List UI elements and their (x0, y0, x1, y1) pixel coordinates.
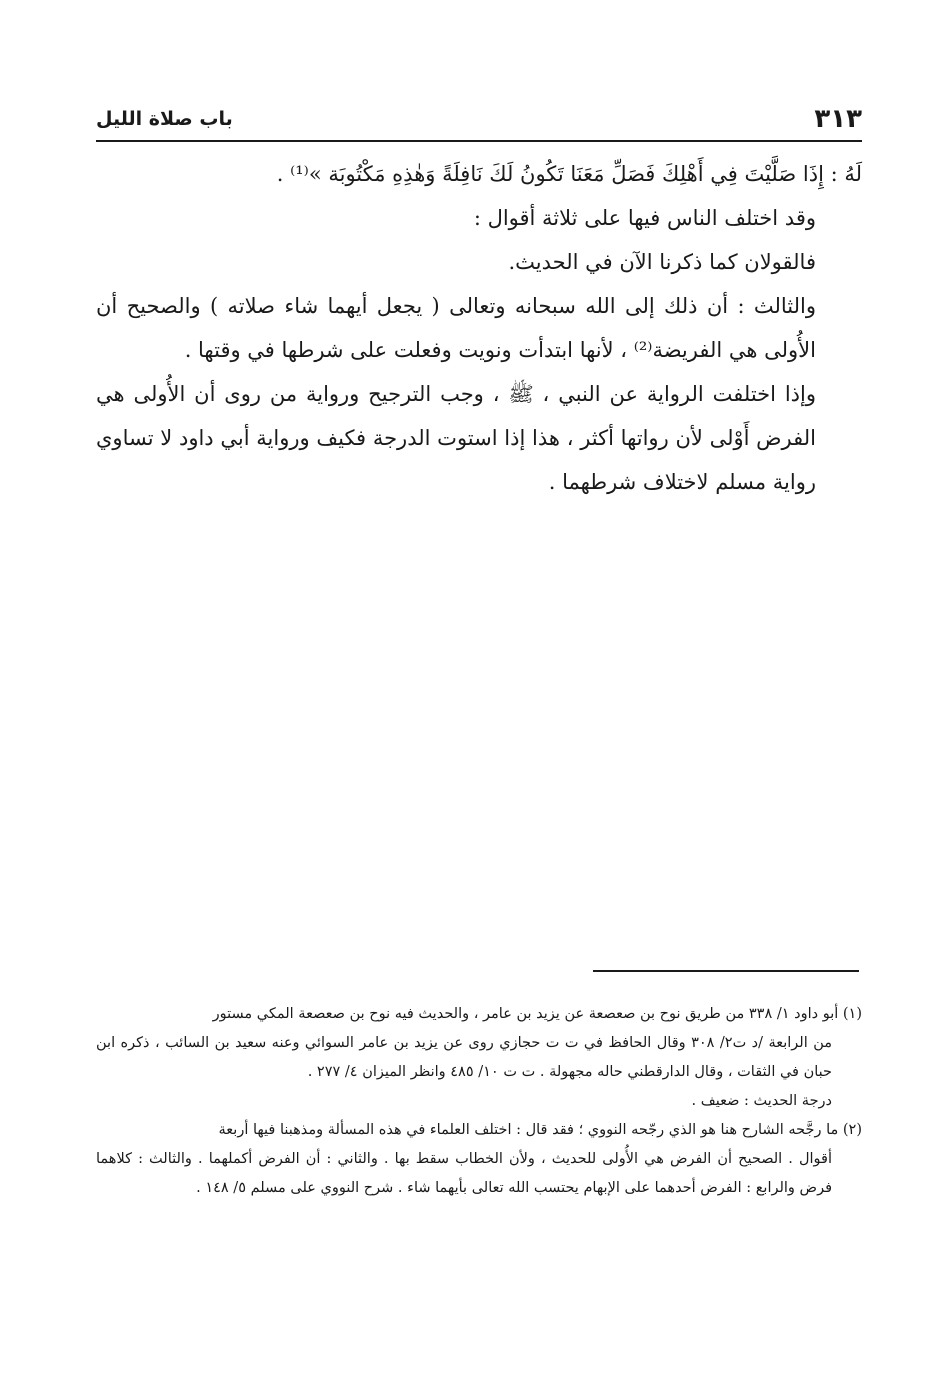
page-header (96, 96, 862, 142)
footnote-1-grade: درجة الحديث : ضعيف . (691, 1093, 832, 1109)
paragraph-opinions-intro: وقد اختلف الناس فيها على ثلاثة أقوال : (473, 206, 816, 230)
paragraph-hadith-end: لَهُ : إِذَا صَلَّيْتَ فِي أَهْلِكَ فَصَلِّ مَعَنَا تَكُونُ لَكَ نَافِلَةً وَهٰذِهِ مَكْتُوبَة »⁽¹⁾ . (276, 162, 862, 186)
footnote-2-first-line: (٢) ما رجَّحه الشارح هنا هو الذي رجّحه النووي ؛ فقد قال : اختلف العلماء في هذه المسألة ومذهبنا فيها أربعة (218, 1122, 862, 1138)
footnote-1-body: من الرابعة /د ت٢/ ٣٠٨ وقال الحافظ في ت ت حجازي روى عن يزيد بن عامر السوائي وعنه سعيد بن السائب ، ذكره ابن حبان في الثقات ، وقال الدارقطني حاله مجهولة . ت ت ١٠/ ٤٨٥ وانظر الميزان ٤/ ٢٧٧ . (96, 1035, 832, 1080)
footnote-separator (593, 970, 859, 972)
paragraph-two-opinions: فالقولان كما ذكرنا الآن في الحديث. (508, 250, 816, 274)
running-title: باب صلاة الليل (96, 108, 233, 130)
paragraph-tarjih: وإذا اختلفت الرواية عن النبي ، ﷺ ، وجب الترجيح ورواية من روى أن الأُولى هي الفرض أَوْلى لأن رواتها أكثر ، هذا إذا استوت الدرجة فكيف ورواية أبي داود لا تساوي رواية مسلم لاختلاف شرطهما . (96, 382, 816, 494)
footnote-2-body: أقوال . الصحيح أن الفرض هي الأُولى للحديث ، ولأن الخطاب سقط بها . والثاني : أن الفرض أكملهما . والثالث : كلاهما فرض والرابع : الفرض أحدهما على الإبهام يحتسب الله تعالى بأيهما شاء . شرح النووي على مسلم ٥/ ١٤٨ . (96, 1151, 832, 1196)
page-number: ٣١٣ (814, 104, 862, 134)
paragraph-third-opinion: والثالث : أن ذلك إلى الله سبحانه وتعالى ( يجعل أيهما شاء صلاته ) والصحيح أن الأُولى هي الفريضة⁽²⁾ ، لأنها ابتدأت ونويت وفعلت على شرطها في وقتها . (96, 294, 816, 362)
main-text (96, 152, 862, 504)
footnotes (96, 1000, 862, 1203)
footnote-1-first-line: (١) أبو داود ١/ ٣٣٨ من طريق نوح بن صعصعة عن يزيد بن عامر ، والحديث فيه نوح بن صعصعة المكي مستور (212, 1006, 862, 1022)
